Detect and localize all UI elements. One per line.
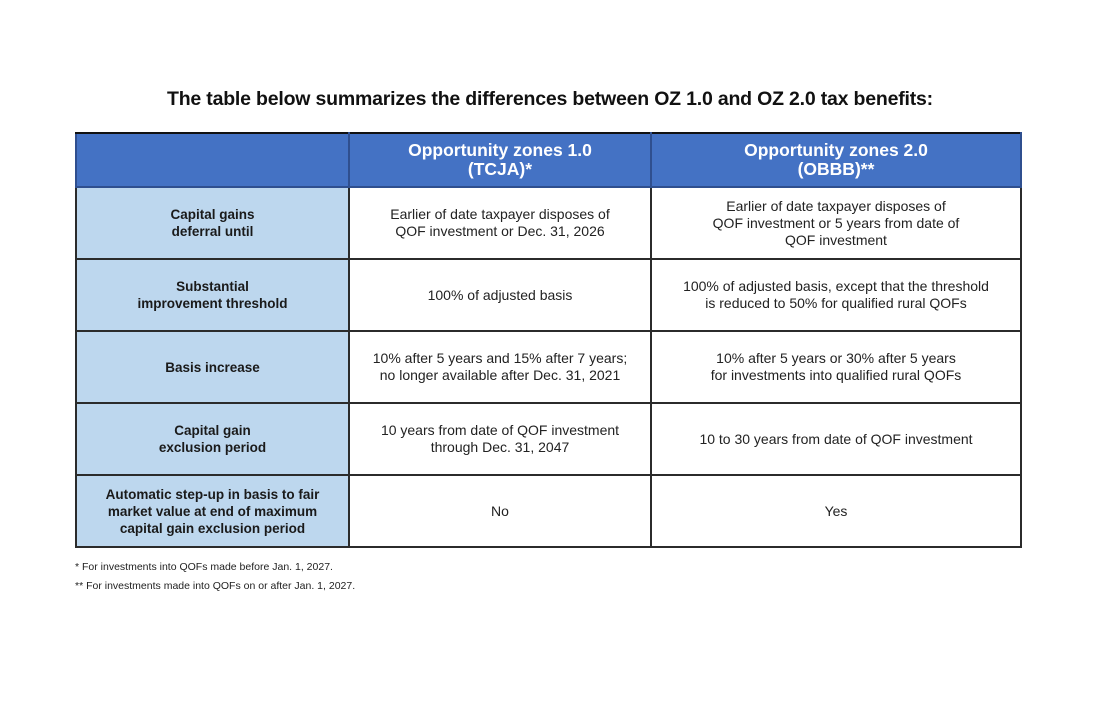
page-title: The table below summarizes the differences between OZ 1.0 and OZ 2.0 tax benefits: [167, 88, 933, 110]
footnotes [75, 560, 355, 598]
row-label-line: Automatic step-up in basis to fair [105, 486, 320, 502]
table-row [76, 259, 1021, 331]
table-header-row [76, 133, 1021, 187]
row-label-line: deferral until [171, 224, 254, 239]
header-oz2-title: Opportunity zones 2.0 [744, 140, 928, 160]
row-label [76, 475, 349, 547]
cell-line: 100% of adjusted basis, except that the threshold [683, 278, 989, 294]
row-label-line: Capital gain [174, 423, 251, 438]
table-row [76, 187, 1021, 259]
row-label-line: Substantial [176, 279, 249, 294]
cell-oz2 [651, 331, 1021, 403]
cell-line: 10% after 5 years and 15% after 7 years; [372, 350, 628, 366]
row-label-line: improvement threshold [137, 296, 288, 311]
row-label-line: capital gain exclusion period [119, 520, 306, 536]
cell-line: for investments into qualified rural QOFs [710, 367, 962, 383]
comparison-table [75, 132, 1022, 548]
cell-line: 10% after 5 years or 30% after 5 years [716, 350, 956, 366]
header-oz2 [651, 133, 1021, 187]
cell-line: No [491, 502, 509, 519]
cell-oz2 [651, 259, 1021, 331]
cell-line: is reduced to 50% for qualified rural QOFs [705, 295, 967, 311]
cell-oz2 [651, 187, 1021, 259]
header-oz1 [349, 133, 651, 187]
cell-oz1 [349, 403, 651, 475]
cell-oz1 [349, 187, 651, 259]
cell-line: 100% of adjusted basis [427, 286, 573, 303]
row-label [76, 187, 349, 259]
cell-line: 10 to 30 years from date of QOF investment [699, 430, 973, 447]
header-oz1-title: Opportunity zones 1.0 [408, 140, 592, 160]
table-row [76, 403, 1021, 475]
cell-line: QOF investment or Dec. 31, 2026 [395, 223, 605, 239]
cell-oz2 [651, 403, 1021, 475]
header-corner-cell [76, 133, 349, 187]
header-oz2-subtitle: (OBBB)** [797, 159, 875, 179]
row-label-line: Basis increase [165, 359, 260, 375]
row-label-line: Capital gains [170, 207, 255, 222]
cell-line: through Dec. 31, 2047 [430, 439, 570, 455]
header-oz1-subtitle: (TCJA)* [467, 159, 533, 179]
cell-line: Yes [824, 502, 848, 519]
row-label [76, 331, 349, 403]
cell-line: no longer available after Dec. 31, 2021 [379, 367, 621, 383]
footnote-single-asterisk: * For investments into QOFs made before Jan. 1, 2027. [75, 561, 333, 573]
cell-line: Earlier of date taxpayer disposes of [390, 206, 610, 222]
table-row [76, 475, 1021, 547]
cell-line: QOF investment [785, 231, 887, 248]
cell-line: QOF investment or 5 years from date of [712, 214, 960, 231]
row-label [76, 403, 349, 475]
cell-oz1 [349, 475, 651, 547]
cell-oz1 [349, 259, 651, 331]
footnote-double-asterisk: ** For investments made into QOFs on or after Jan. 1, 2027. [75, 580, 356, 592]
table-row [76, 331, 1021, 403]
cell-oz1 [349, 331, 651, 403]
row-label [76, 259, 349, 331]
cell-line: 10 years from date of QOF investment [380, 422, 620, 438]
row-label-line: exclusion period [158, 440, 267, 455]
cell-oz2 [651, 475, 1021, 547]
row-label-line: market value at end of maximum [107, 503, 318, 519]
cell-line: Earlier of date taxpayer disposes of [726, 197, 946, 214]
